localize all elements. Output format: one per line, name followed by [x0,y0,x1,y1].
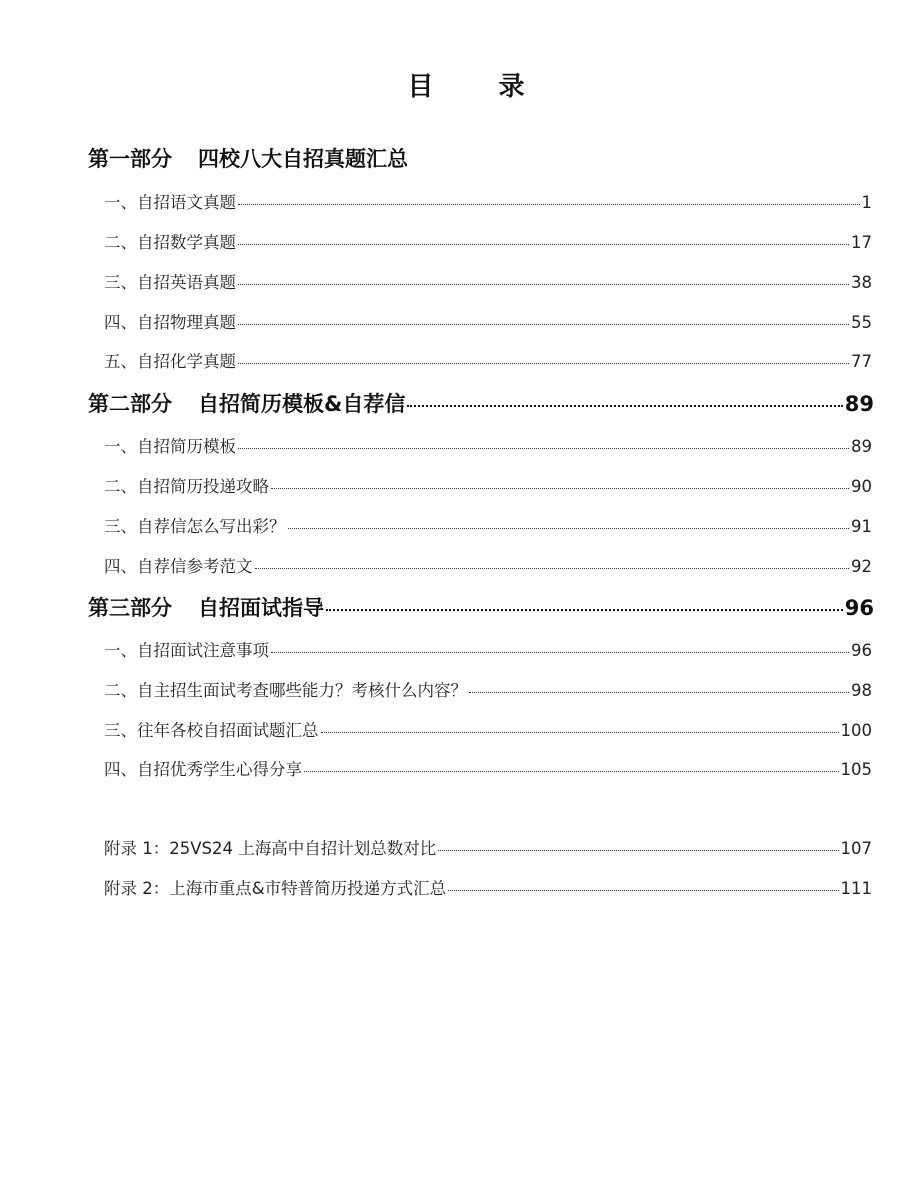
toc-item[interactable] [104,229,872,253]
toc-item-page: 17 [851,233,872,252]
dot-leader [288,516,850,533]
dot-leader [238,272,849,289]
toc-item-label: 一、自招面试注意事项 [104,641,269,660]
toc-item-label: 三、自招英语真题 [104,273,236,292]
toc-item[interactable] [104,189,872,213]
toc-item[interactable] [104,269,872,293]
toc-item-page: 1 [861,193,872,212]
toc-section-2[interactable] [88,388,874,418]
toc-item-page: 89 [851,437,872,456]
toc-item-page: 77 [851,352,872,371]
dot-leader [407,390,842,411]
toc-item-label: 一、自招语文真题 [104,193,236,212]
section-title: 四校八大自招真题汇总 [198,147,408,171]
toc-item-label: 二、自招简历投递攻略 [104,477,269,496]
toc-section-1[interactable] [88,143,874,173]
toc-item[interactable] [104,473,872,497]
dot-leader [321,720,839,737]
appendix-label: 附录 1：25VS24 上海高中自招计划总数对比 [104,839,437,858]
toc-appendix[interactable] [104,875,872,899]
appendix-page: 107 [840,839,872,858]
toc-item-page: 91 [851,517,872,536]
dot-leader [255,556,850,573]
dot-leader [304,759,839,776]
dot-leader [238,436,849,453]
dot-leader [238,232,849,249]
toc-item-page: 90 [851,477,872,496]
toc-item[interactable] [104,717,872,741]
section-title: 自招面试指导 [198,596,324,620]
toc-item-page: 96 [851,641,872,660]
dot-leader [238,351,849,368]
toc-item-label: 二、自招数学真题 [104,233,236,252]
toc-item-label: 四、自招优秀学生心得分享 [104,760,302,779]
section-page: 89 [844,392,874,416]
toc-item-label: 五、自招化学真题 [104,352,236,371]
toc-item-label: 三、往年各校自招面试题汇总 [104,721,319,740]
dot-leader [238,312,849,329]
toc-item[interactable] [104,433,872,457]
toc-item-label: 四、自招物理真题 [104,313,236,332]
toc-item[interactable] [104,637,872,661]
section-number: 第一部分 [88,147,172,171]
toc-appendix[interactable] [104,835,872,859]
toc-item[interactable] [104,756,872,780]
toc-item[interactable] [104,348,872,372]
dot-leader [238,192,860,209]
section-page: 96 [844,596,874,620]
toc-item-label: 四、自荐信参考范文 [104,557,253,576]
dot-leader [271,640,849,657]
toc-item-label: 一、自招简历模板 [104,437,236,456]
toc-item-label: 三、自荐信怎么写出彩？ [104,517,286,536]
dot-leader [469,680,849,697]
toc-item-page: 38 [851,273,872,292]
toc-item-page: 105 [840,760,872,779]
section-title: 自招简历模板&自荐信 [198,392,406,416]
section-number: 第二部分 [88,392,172,416]
dot-leader [448,878,838,895]
toc-item[interactable] [104,677,872,701]
toc-item-page: 98 [851,681,872,700]
toc-item[interactable] [104,309,872,333]
toc-item-page: 92 [851,557,872,576]
toc-title: 目 录 [407,72,553,102]
toc-item[interactable] [104,513,872,537]
dot-leader [326,594,843,615]
toc-item-page: 55 [851,313,872,332]
toc-item-page: 100 [840,721,872,740]
appendix-page: 111 [840,879,872,898]
toc-section-3[interactable] [88,592,874,622]
toc-item-label: 二、自主招生面试考查哪些能力？考核什么内容？ [104,681,467,700]
dot-leader [271,476,849,493]
dot-leader [438,838,838,855]
toc-item[interactable] [104,553,872,577]
section-number: 第三部分 [88,596,172,620]
appendix-label: 附录 2：上海市重点&市特普简历投递方式汇总 [104,879,447,898]
